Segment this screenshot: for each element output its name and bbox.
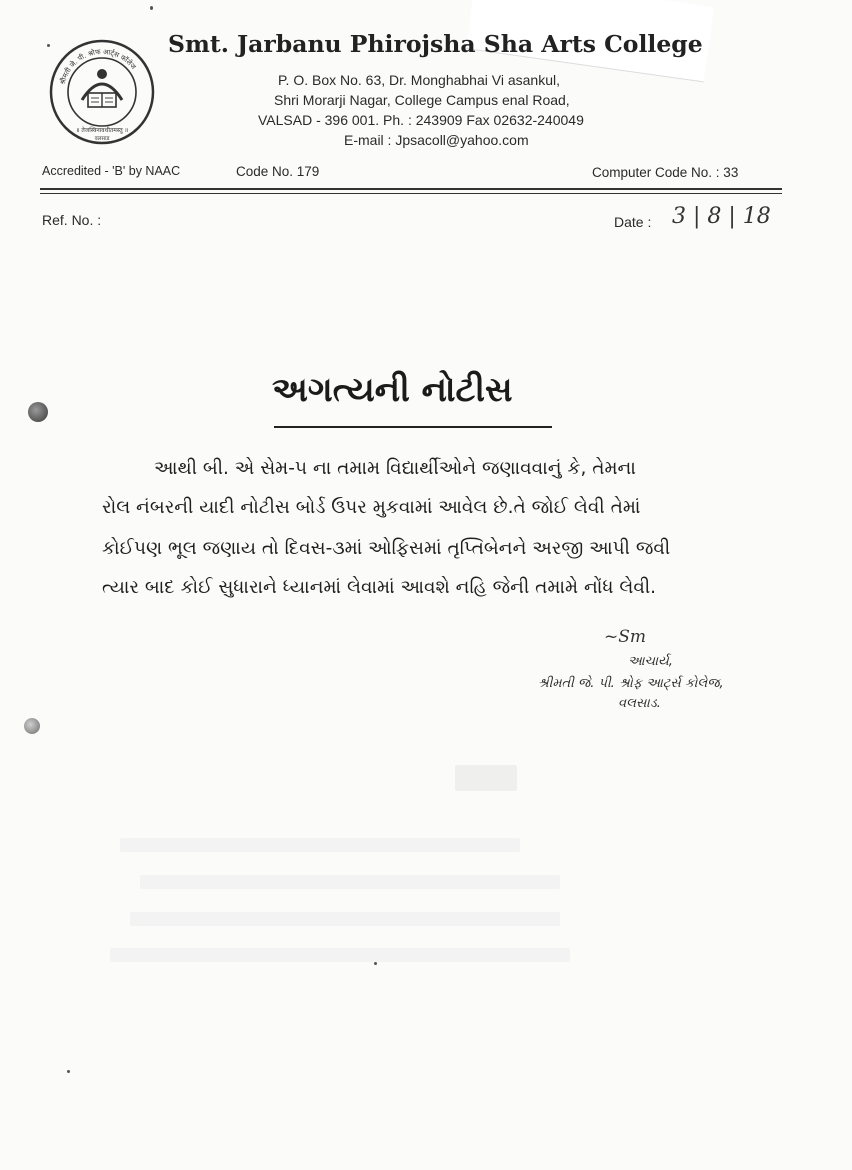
bleed-through-mark — [130, 912, 560, 926]
punch-hole-upper — [28, 402, 48, 422]
date-label: Date : — [614, 214, 652, 230]
title-underline — [274, 426, 552, 428]
svg-text:वलसाड: वलसाड — [94, 136, 110, 142]
notice-line-2: રોલ નંબરની યાદી નોટીસ બોર્ડ ઉપર મુકવામાં આવેલ છે.તે જોઈ લેવી તેમાં — [102, 497, 641, 518]
ink-speck — [374, 962, 377, 965]
accreditation: Accredited - 'B' by NAAC — [42, 164, 181, 178]
address-line-3: VALSAD - 396 001. Ph. : 243909 Fax 02632-240049 — [258, 112, 584, 128]
header-rule-bottom — [40, 193, 782, 194]
ref-number-label: Ref. No. : — [42, 212, 102, 228]
bleed-through-mark — [120, 838, 520, 852]
computer-code-number: Computer Code No. : 33 — [592, 165, 739, 180]
notice-title: અગત્યની નોટીસ — [272, 370, 513, 410]
notice-line-3: કોઈપણ ભૂલ જણાય તો દિવસ-૩માં ઓફિસમાં તૃપ્તિબેનને અરજી આપી જવી — [102, 538, 671, 559]
signature-mark: ~Sm — [604, 627, 647, 647]
college-seal-logo — [48, 38, 156, 146]
ink-speck — [47, 44, 50, 47]
notice-line-1: આથી બી. એ સેમ-૫ ના તમામ વિદ્યાર્થીઓને જણાવવાનું કે, તેમના — [154, 458, 636, 479]
bleed-through-mark — [455, 765, 517, 791]
notice-line-4: ત્યાર બાદ કોઈ સુધારાને ધ્યાનમાં લેવામાં આવશે નહિ જેની તમામે નોંધ લેવી. — [102, 577, 657, 598]
header-rule-top — [40, 188, 782, 190]
address-line-2: Shri Morarji Nagar, College Campus enal Road, — [274, 92, 570, 108]
address-line-1: P. O. Box No. 63, Dr. Monghabhai Vi asankul, — [278, 72, 560, 88]
svg-text:॥ तेजस्विनावधीतमस्तु ॥: ॥ तेजस्विनावधीतमस्तु ॥ — [75, 127, 129, 134]
college-name: Smt. Jarbanu Phirojsha Sha Arts College — [168, 30, 703, 58]
ink-speck — [150, 6, 153, 10]
bleed-through-mark — [140, 875, 560, 889]
signature-designation: આચાર્ય, — [628, 654, 673, 669]
email-line: E-mail : Jpsacoll@yahoo.com — [344, 132, 529, 148]
date-handwritten: 3 | 8 | 18 — [672, 204, 771, 229]
punch-hole-lower — [24, 718, 40, 734]
ink-speck — [67, 1070, 70, 1073]
signature-place: વલસાડ. — [618, 696, 661, 711]
bleed-through-mark — [110, 948, 570, 962]
svg-text:श्रीमती जे. पी. श्रोफ आर्ट्स क: श्रीमती जे. पी. श्रोफ आर्ट्स कॉलेज — [58, 47, 138, 86]
code-number: Code No. 179 — [236, 164, 320, 179]
signature-institution: શ્રીમતી જે. પી. શ્રોફ આર્ટ્સ કોલેજ, — [538, 676, 724, 691]
